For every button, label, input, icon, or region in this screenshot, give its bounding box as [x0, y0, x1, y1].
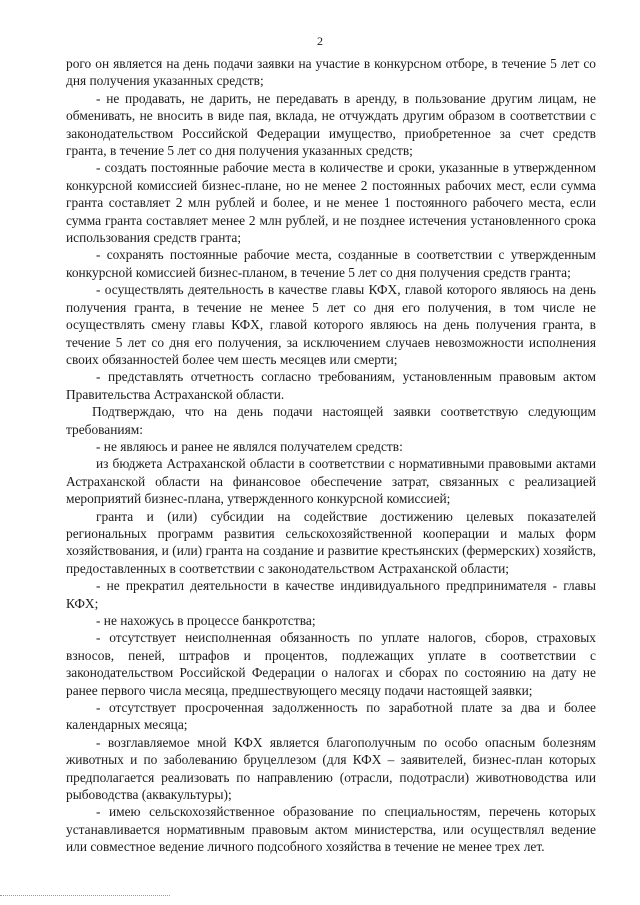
- paragraph-confirmation: Подтверждаю, что на день подачи настоящей заявки соответствую следующим требованиям:: [66, 404, 596, 437]
- paragraph-no-wage-debt: - отсутствует просроченная задолженность по заработной плате за два и более календарных месяца;: [66, 700, 596, 733]
- paragraph-activity-not-terminated: - не прекратил деятельности в качестве индивидуального предпринимателя - главы КФХ;: [66, 578, 596, 611]
- paragraph-regional-budget: из бюджета Астраханской области в соответствии с нормативными правовыми актами Астраханской области на финансовое обеспечение затрат, связанных с реализацией мероприятий бизнес-плана, утвержденного конкурсной комиссией;: [66, 456, 596, 507]
- paragraph-no-tax-debt: - отсутствует неисполненная обязанность по уплате налогов, сборов, страховых взносов, пеней, штрафов и процентов, подлежащих уплате в соответствии с законодательством Российской Федерации о налогах и сборах по состоянию на дату не ранее первого числа месяца, предшествующего месяцу подачи настоящей заявки;: [66, 630, 596, 698]
- paragraph-not-recipient: - не являюсь и ранее не являлся получателем средств:: [96, 438, 403, 454]
- paragraph-head-activity: - осуществлять деятельность в качестве главы КФХ, главой которого являюсь на день получения гранта, в течение не менее 5 лет со дня его получения, в том числе не осуществлять смену главы КФХ, главой которого являюсь на день получения гранта, в течение 5 лет со дня его получения, за исключением случаев невозможности исполнения своих обязанностей более чем шесть месяцев или смерти;: [66, 282, 596, 367]
- paragraph-keep-jobs: - сохранять постоянные рабочие места, созданные в соответствии с утвержденным конкурсной комиссией бизнес-планом, в течение 5 лет со дня получения средств гранта;: [66, 247, 596, 280]
- document-body: [66, 55, 596, 856]
- page-number: 2: [317, 34, 323, 48]
- paragraph-grant-subsidy: гранта и (или) субсидии на содействие достижению целевых показателей региональных программ развития сельскохозяйственной кооперации и малых форм хозяйствования, и (или) гранта на создание и развитие крестьянских (фермерских) хозяйств, предоставленных в соответствии с законодательством Астраханской области;: [66, 508, 596, 576]
- paragraph-continuation: рого он является на день подачи заявки на участие в конкурсном отборе, в течение 5 лет со дня получения указанных средств;: [66, 56, 596, 89]
- paragraph-animal-health: - возглавляемое мной КФХ является благополучным по особо опасным болезням животных и по заболеванию бруцеллезом (для КФХ – заявителей, бизнес-план которых предполагается реализовать по направлению (отрасли, подотрасли) животноводства или рыбоводства (аквакультуры);: [66, 734, 596, 803]
- paragraph-no-sale-obligation: - не продавать, не дарить, не передавать в аренду, в пользование другим лицам, не обменивать, не вносить в виде пая, вклада, не отчуждать другим образом в соответствии с законодательством Российской Федерации имущество, приобретенное за счет средств гранта, в течение 5 лет со дня получения указанных средств;: [66, 90, 596, 159]
- paragraph-reporting: - представлять отчетность согласно требованиям, установленным правовым актом Правительства Астраханской области.: [66, 369, 596, 402]
- footer-rule: [0, 895, 170, 896]
- paragraph-education: - имею сельскохозяйственное образование по специальностям, перечень которых устанавливается нормативным правовым актом министерства, или осуществлял ведение или совместное ведение личного подсобного хозяйства в течение не менее трех лет.: [66, 804, 596, 855]
- paragraph-create-jobs: - создать постоянные рабочие места в количестве и сроки, указанные в утвержденном конкурсной комиссией бизнес-плане, но не менее 2 постоянных рабочих мест, если сумма гранта составляет 2 млн рублей и более, и не менее 1 постоянного рабочего места, если сумма гранта составляет менее 2 млн рублей, и не позднее истечения установленного срока использования средств гранта;: [66, 160, 596, 246]
- paragraph-no-bankruptcy: - не нахожусь в процессе банкротства;: [96, 613, 316, 628]
